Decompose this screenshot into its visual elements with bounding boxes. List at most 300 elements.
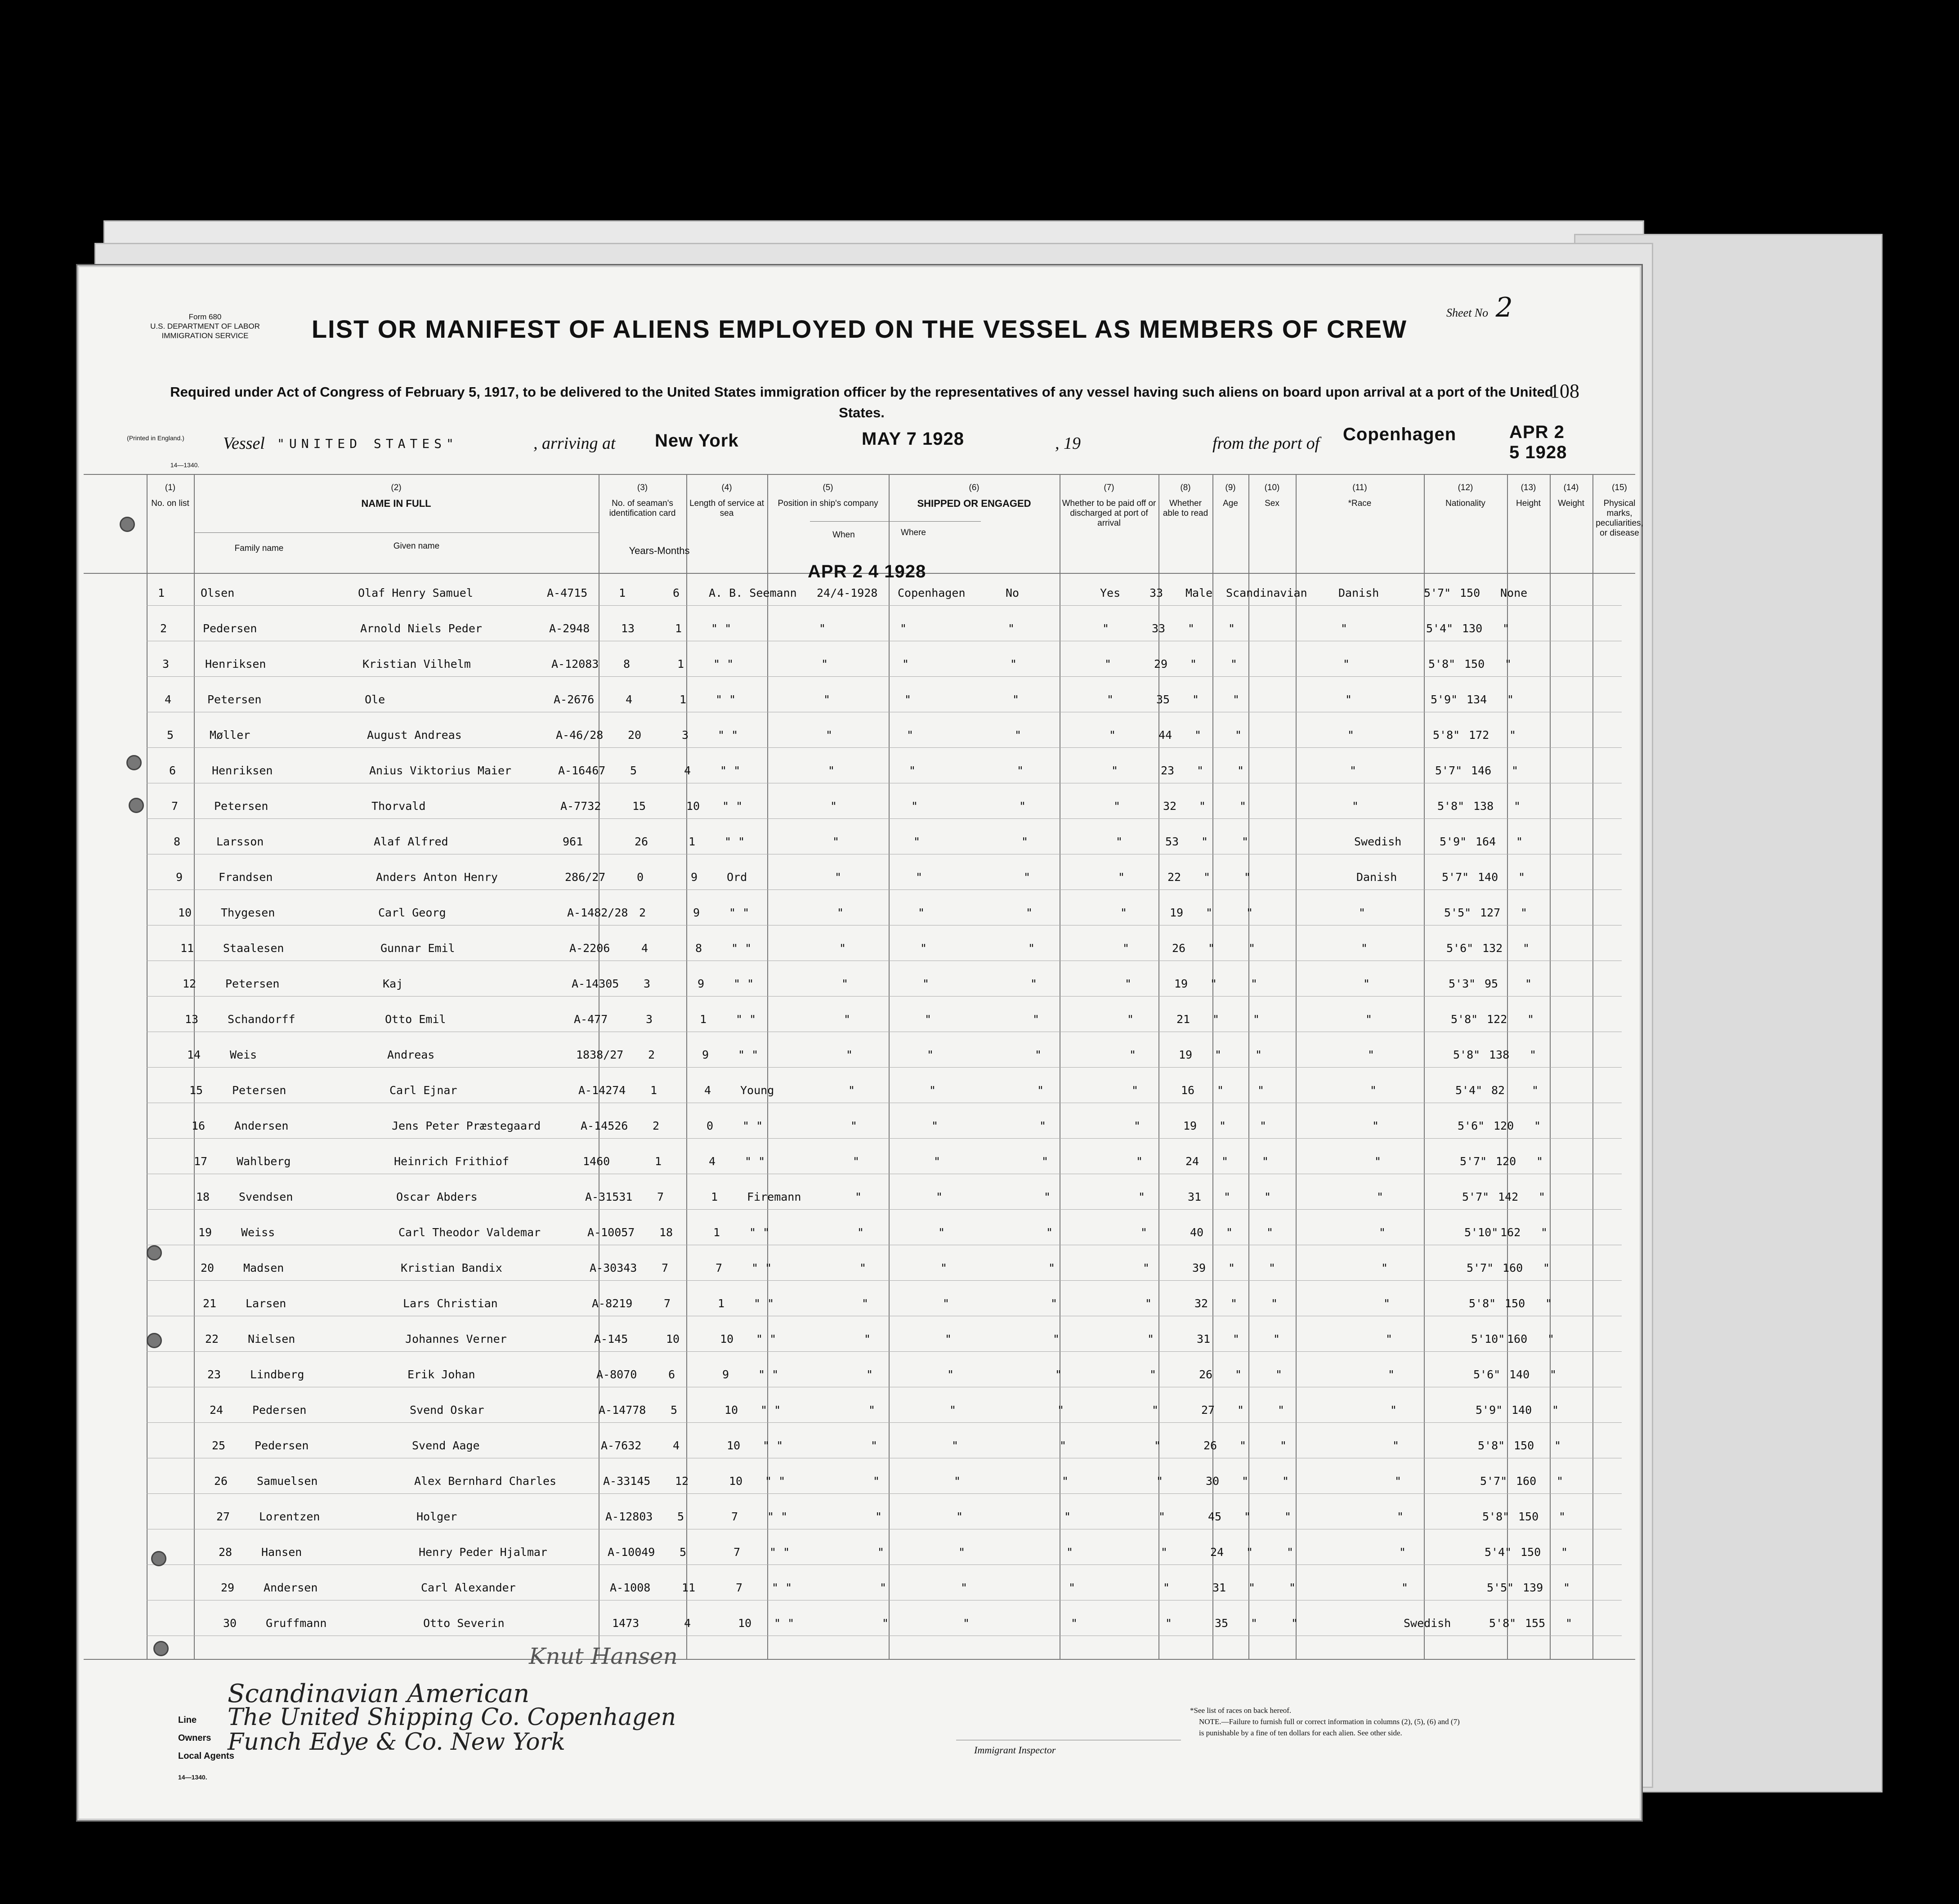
sex: "	[1190, 657, 1197, 670]
binder-hole	[120, 517, 135, 532]
physical-marks: "	[1541, 1226, 1548, 1239]
service-years: 2	[648, 1048, 655, 1061]
family-name: Pedersen	[203, 622, 257, 635]
weight: 155	[1525, 1617, 1546, 1630]
physical-marks: "	[1509, 729, 1516, 742]
shipped-where: "	[954, 1475, 961, 1488]
nationality: Danish	[1338, 586, 1379, 599]
nationality: "	[1368, 1048, 1375, 1061]
given-name: Alaf Alfred	[374, 835, 448, 848]
shipped-when: "	[866, 1368, 873, 1381]
able-to-read: "	[1107, 693, 1114, 706]
height: 5'8"	[1469, 1297, 1496, 1310]
shipped-when: "	[868, 1403, 876, 1417]
able-to-read: "	[1114, 800, 1121, 813]
physical-marks: "	[1556, 1475, 1564, 1488]
shipped-where: "	[918, 906, 925, 919]
able-to-read: "	[1120, 906, 1127, 919]
race: "	[1257, 1084, 1265, 1097]
nationality: Swedish	[1404, 1617, 1451, 1630]
able-to-read: "	[1145, 1297, 1152, 1310]
sex: "	[1233, 1332, 1240, 1345]
service-years: 26	[635, 835, 649, 848]
able-to-read: "	[1147, 1332, 1154, 1345]
given-name: Lars Christian	[403, 1297, 498, 1310]
able-to-read: "	[1163, 1581, 1170, 1594]
nationality: "	[1377, 1190, 1384, 1203]
able-to-read: "	[1156, 1475, 1163, 1488]
row-rule	[147, 1280, 1622, 1281]
shipped-where: "	[900, 622, 907, 635]
paid-off: "	[1010, 657, 1017, 670]
able-to-read: "	[1141, 1226, 1148, 1239]
paid-off: "	[1057, 1403, 1064, 1417]
family-name: Thygesen	[221, 906, 275, 919]
paid-off: "	[1039, 1119, 1047, 1132]
able-to-read: "	[1132, 1084, 1139, 1097]
weight: 120	[1494, 1119, 1514, 1132]
paid-off: "	[1053, 1332, 1060, 1345]
age: 39	[1192, 1261, 1206, 1274]
card-number: A-12083	[551, 657, 599, 670]
agents-value: Funch Edye & Co. New York	[228, 1729, 565, 1756]
sex: "	[1224, 1190, 1231, 1203]
shipped-when: "	[828, 764, 835, 777]
name-subhead-rule	[194, 532, 599, 533]
footer-note-3: is punishable by a fine of ten dollars for each alien. See other side.	[1199, 1729, 1402, 1737]
shipped-when: "	[844, 1013, 851, 1026]
physical-marks: "	[1550, 1368, 1557, 1381]
age: 19	[1170, 906, 1184, 919]
service-years: 18	[659, 1226, 673, 1239]
family-name: Pedersen	[252, 1403, 307, 1417]
given-name: Ole	[365, 693, 385, 706]
row-number: 1	[158, 586, 165, 599]
sex: "	[1206, 906, 1213, 919]
column-number: (15)	[1612, 483, 1627, 492]
card-number: A-7732	[560, 800, 601, 813]
row-number: 21	[203, 1297, 217, 1310]
service-months: 10	[725, 1403, 738, 1417]
family-name: Olsen	[201, 586, 235, 599]
paid-off: "	[1026, 906, 1033, 919]
physical-marks: "	[1532, 1084, 1539, 1097]
shipped-where: "	[907, 729, 914, 742]
arriving-port: New York	[655, 431, 739, 451]
family-name: Møller	[210, 729, 250, 742]
physical-marks: "	[1559, 1510, 1566, 1523]
height: 5'6"	[1446, 942, 1474, 955]
able-to-read: "	[1105, 657, 1112, 670]
paid-off: "	[1008, 622, 1015, 635]
paid-off: "	[1048, 1261, 1056, 1274]
service-years: 4	[641, 942, 649, 955]
service-months: 7	[716, 1261, 723, 1274]
card-number: A-30343	[590, 1261, 637, 1274]
column-number: (11)	[1352, 483, 1367, 492]
service-months: 7	[731, 1510, 738, 1523]
row-rule	[147, 1422, 1622, 1423]
sex: "	[1228, 1261, 1235, 1274]
height: 5'7"	[1442, 871, 1469, 884]
row-number: 7	[171, 800, 179, 813]
height: 5'9"	[1431, 693, 1458, 706]
age: 35	[1215, 1617, 1229, 1630]
family-name: Larsen	[246, 1297, 286, 1310]
paid-off: "	[1055, 1368, 1062, 1381]
race: "	[1282, 1475, 1289, 1488]
family-name: Lindberg	[250, 1368, 304, 1381]
sex: "	[1203, 871, 1211, 884]
paid-off: "	[1017, 764, 1024, 777]
service-years: 10	[666, 1332, 680, 1345]
card-number: A-10057	[587, 1226, 635, 1239]
shipped-when: "	[841, 977, 849, 990]
inspector-label: Immigrant Inspector	[974, 1744, 1056, 1756]
service-months: 9	[702, 1048, 709, 1061]
shipped-when: "	[850, 1119, 858, 1132]
paid-off: "	[1030, 977, 1038, 990]
paid-off: "	[1033, 1013, 1040, 1026]
position: " "	[731, 942, 752, 955]
height: 5'7"	[1467, 1261, 1494, 1274]
column-label: No. on list	[151, 499, 189, 508]
able-to-read: "	[1154, 1439, 1161, 1452]
physical-marks: "	[1530, 1048, 1537, 1061]
column-rule	[1296, 474, 1297, 1659]
service-months: 4	[709, 1155, 716, 1168]
physical-marks: "	[1503, 622, 1510, 635]
service-months: 8	[695, 942, 702, 955]
column-number: (9)	[1225, 483, 1236, 492]
nationality: "	[1363, 977, 1370, 990]
column-label: Whether able to read	[1163, 499, 1208, 518]
sex: "	[1242, 1475, 1249, 1488]
able-to-read: "	[1102, 622, 1109, 635]
shipped-where: "	[931, 1119, 939, 1132]
service-months: 1	[718, 1297, 725, 1310]
binder-hole	[153, 1641, 169, 1656]
service-months: 0	[707, 1119, 714, 1132]
service-years: 5	[680, 1546, 687, 1559]
able-to-read: "	[1158, 1510, 1166, 1523]
able-to-read: "	[1165, 1617, 1172, 1630]
row-rule	[147, 1564, 1622, 1565]
paid-off: "	[1069, 1581, 1076, 1594]
age: 45	[1208, 1510, 1222, 1523]
card-number: A-14778	[599, 1403, 646, 1417]
sex: "	[1212, 1013, 1220, 1026]
page-number: 108	[1550, 380, 1579, 402]
nationality: "	[1397, 1510, 1404, 1523]
service-months: 3	[682, 729, 689, 742]
row-number: 13	[185, 1013, 199, 1026]
shipped-when: "	[832, 835, 840, 848]
given-name: Carl Ejnar	[389, 1084, 457, 1097]
position: " "	[763, 1439, 783, 1452]
able-to-read: "	[1129, 1048, 1136, 1061]
column-label: NAME IN FULL	[361, 498, 431, 509]
shipped-where: "	[956, 1510, 963, 1523]
year-label: , 19	[1055, 434, 1081, 453]
line-label: Line	[178, 1715, 197, 1725]
nationality: "	[1345, 693, 1352, 706]
card-number: A-477	[574, 1013, 608, 1026]
footer-note-1: *See list of races on back hereof.	[1190, 1706, 1292, 1715]
physical-marks: "	[1565, 1617, 1573, 1630]
service-years: 12	[675, 1475, 689, 1488]
physical-marks: "	[1545, 1297, 1552, 1310]
position: " "	[725, 835, 745, 848]
position: " "	[736, 1013, 756, 1026]
row-number: 18	[196, 1190, 210, 1203]
height: 5'8"	[1478, 1439, 1505, 1452]
service-years: 3	[644, 977, 651, 990]
height: 5'6"	[1473, 1368, 1501, 1381]
shipped-when: 24/4-1928	[817, 586, 878, 599]
age: 26	[1172, 942, 1186, 955]
race: "	[1278, 1403, 1285, 1417]
age: 33	[1149, 586, 1163, 599]
nationality: "	[1392, 1439, 1400, 1452]
column-label: Age	[1223, 499, 1238, 508]
height: 5'7"	[1435, 764, 1463, 777]
row-number: 25	[212, 1439, 226, 1452]
card-number: A-8070	[596, 1368, 637, 1381]
race: "	[1280, 1439, 1287, 1452]
given-name: Thorvald	[371, 800, 426, 813]
able-to-read: "	[1161, 1546, 1168, 1559]
service-months: 7	[736, 1581, 743, 1594]
table-bottom-rule	[84, 1659, 1635, 1660]
weight: 139	[1523, 1581, 1543, 1594]
nationality: "	[1374, 1155, 1382, 1168]
paid-off: No	[1006, 586, 1020, 599]
card-number: A-145	[594, 1332, 628, 1345]
sex: "	[1226, 1226, 1233, 1239]
physical-marks: "	[1507, 693, 1514, 706]
vessel-name: "UNITED STATES"	[277, 436, 458, 451]
card-number: A-14305	[572, 977, 619, 990]
physical-marks: "	[1505, 657, 1512, 670]
service-years: 1	[655, 1155, 662, 1168]
family-name: Staalesen	[223, 942, 284, 955]
department: U.S. DEPARTMENT OF LABOR	[150, 322, 260, 331]
sex: "	[1246, 1546, 1253, 1559]
height: 5'10"	[1464, 1226, 1498, 1239]
age: 27	[1201, 1403, 1215, 1417]
nationality: "	[1386, 1332, 1393, 1345]
row-number: 24	[210, 1403, 224, 1417]
race: "	[1260, 1119, 1267, 1132]
column-rule	[1550, 474, 1551, 1659]
height: 5'4"	[1426, 622, 1454, 635]
shipped-when: "	[882, 1617, 889, 1630]
service-months: 6	[673, 586, 680, 599]
service-months: 1	[711, 1190, 718, 1203]
shipped-when: "	[853, 1155, 860, 1168]
weight: 164	[1476, 835, 1496, 848]
position: " "	[760, 1403, 781, 1417]
card-number: A-4715	[547, 586, 588, 599]
shipped-when: "	[839, 942, 846, 955]
column-number: (3)	[637, 483, 648, 492]
weight: 122	[1487, 1013, 1507, 1026]
physical-marks: "	[1548, 1332, 1555, 1345]
age: 24	[1210, 1546, 1224, 1559]
height: 5'8"	[1437, 800, 1465, 813]
nationality: "	[1372, 1119, 1379, 1132]
race: "	[1255, 1048, 1262, 1061]
nationality: "	[1350, 764, 1357, 777]
family-name: Andersen	[264, 1581, 318, 1594]
race: "	[1275, 1368, 1283, 1381]
column-label: SHIPPED OR ENGAGED	[917, 498, 1031, 509]
shipped-when: "	[848, 1084, 855, 1097]
weight: 172	[1469, 729, 1489, 742]
paid-off: "	[1062, 1475, 1069, 1488]
shipped-where: "	[916, 871, 923, 884]
sex: "	[1221, 1155, 1229, 1168]
years-months-header: Years-Months	[629, 545, 690, 556]
nationality: Swedish	[1354, 835, 1402, 848]
height: 5'6"	[1458, 1119, 1485, 1132]
paid-off: "	[1021, 835, 1029, 848]
column-label: Sex	[1265, 499, 1279, 508]
service-years: 4	[626, 693, 633, 706]
able-to-read: "	[1125, 977, 1132, 990]
paid-off: "	[1012, 693, 1020, 706]
family-name: Petersen	[214, 800, 268, 813]
race: "	[1287, 1546, 1294, 1559]
given-name: Andreas	[387, 1048, 435, 1061]
sex: "	[1199, 800, 1206, 813]
sheet-value: 2	[1495, 292, 1513, 323]
service-months: 10	[686, 800, 700, 813]
service-years: 15	[632, 800, 646, 813]
service-years: 5	[677, 1510, 684, 1523]
card-number: A-16467	[558, 764, 606, 777]
height: 5'8"	[1482, 1510, 1510, 1523]
column-number: (8)	[1180, 483, 1191, 492]
weight: 132	[1482, 942, 1503, 955]
family-name: Svendsen	[239, 1190, 293, 1203]
nationality: "	[1388, 1368, 1395, 1381]
age: 31	[1188, 1190, 1202, 1203]
binder-hole	[147, 1333, 162, 1348]
race: "	[1230, 657, 1238, 670]
weight: 95	[1485, 977, 1498, 990]
from-label: from the port of	[1212, 434, 1320, 453]
able-to-read: "	[1143, 1261, 1150, 1274]
card-number: A-46/28	[556, 729, 604, 742]
agents-label: Local Agents	[178, 1751, 234, 1761]
paid-off: "	[1019, 800, 1026, 813]
shipped-where: "	[909, 764, 916, 777]
position: " "	[734, 977, 754, 990]
service-months: 10	[729, 1475, 743, 1488]
height: 5'8"	[1433, 729, 1460, 742]
shipped-stamp: APR 2 4 1928	[808, 562, 926, 581]
binder-hole	[129, 798, 144, 813]
position: " "	[749, 1226, 770, 1239]
able-to-read: "	[1138, 1190, 1145, 1203]
given-name: Otto Severin	[423, 1617, 505, 1630]
age: 26	[1199, 1368, 1213, 1381]
race: Scandinavian	[1226, 586, 1307, 599]
age: 35	[1156, 693, 1170, 706]
race: "	[1271, 1297, 1278, 1310]
able-to-read: "	[1152, 1403, 1159, 1417]
age: 31	[1212, 1581, 1226, 1594]
family-name: Weis	[230, 1048, 257, 1061]
given-name: Johannes Verner	[405, 1332, 507, 1345]
column-rule	[147, 474, 148, 1659]
paid-off: "	[1060, 1439, 1067, 1452]
height: 5'9"	[1440, 835, 1467, 848]
age: 22	[1167, 871, 1181, 884]
column-number: (10)	[1264, 483, 1280, 492]
family-name: Lorentzen	[259, 1510, 320, 1523]
row-number: 20	[201, 1261, 215, 1274]
shipped-where: "	[945, 1332, 952, 1345]
service-months: 1	[700, 1013, 707, 1026]
family-name: Weiss	[241, 1226, 275, 1239]
paid-off: "	[1066, 1546, 1073, 1559]
given-name: Henry Peder Hjalmar	[419, 1546, 547, 1559]
age: 21	[1176, 1013, 1190, 1026]
from-port: Copenhagen	[1343, 425, 1457, 444]
nationality: "	[1390, 1403, 1397, 1417]
nationality: "	[1343, 657, 1350, 670]
row-number: 17	[194, 1155, 208, 1168]
shipped-when: "	[862, 1297, 869, 1310]
age: 26	[1203, 1439, 1217, 1452]
age: 44	[1158, 729, 1172, 742]
race: "	[1239, 800, 1247, 813]
height: 5'7"	[1462, 1190, 1489, 1203]
nationality: "	[1383, 1297, 1391, 1310]
sex: "	[1192, 693, 1199, 706]
weight: 127	[1480, 906, 1501, 919]
weight: 150	[1460, 586, 1480, 599]
nationality: "	[1359, 906, 1366, 919]
column-label: *Race	[1348, 499, 1372, 508]
date-stamp: APR 2 5 1928	[1509, 422, 1567, 462]
card-number: 286/27	[565, 871, 606, 884]
row-number: 14	[187, 1048, 201, 1061]
race: "	[1264, 1190, 1271, 1203]
column-number: (5)	[823, 483, 833, 492]
shipped-when: "	[819, 622, 826, 635]
weight: 150	[1464, 657, 1485, 670]
service-months: 4	[684, 764, 691, 777]
column-number: (14)	[1563, 483, 1579, 492]
shipped-where: "	[938, 1226, 945, 1239]
binder-hole	[126, 755, 142, 770]
height: 5'8"	[1428, 657, 1456, 670]
shipped-when: "	[837, 906, 844, 919]
column-rule	[194, 474, 195, 1659]
position: " "	[756, 1332, 777, 1345]
shipped-when: "	[826, 729, 833, 742]
physical-marks: "	[1543, 1261, 1550, 1274]
family-name: Petersen	[225, 977, 280, 990]
row-number: 5	[167, 729, 174, 742]
position: " "	[758, 1368, 779, 1381]
service-years: 0	[637, 871, 644, 884]
age: 24	[1185, 1155, 1199, 1168]
